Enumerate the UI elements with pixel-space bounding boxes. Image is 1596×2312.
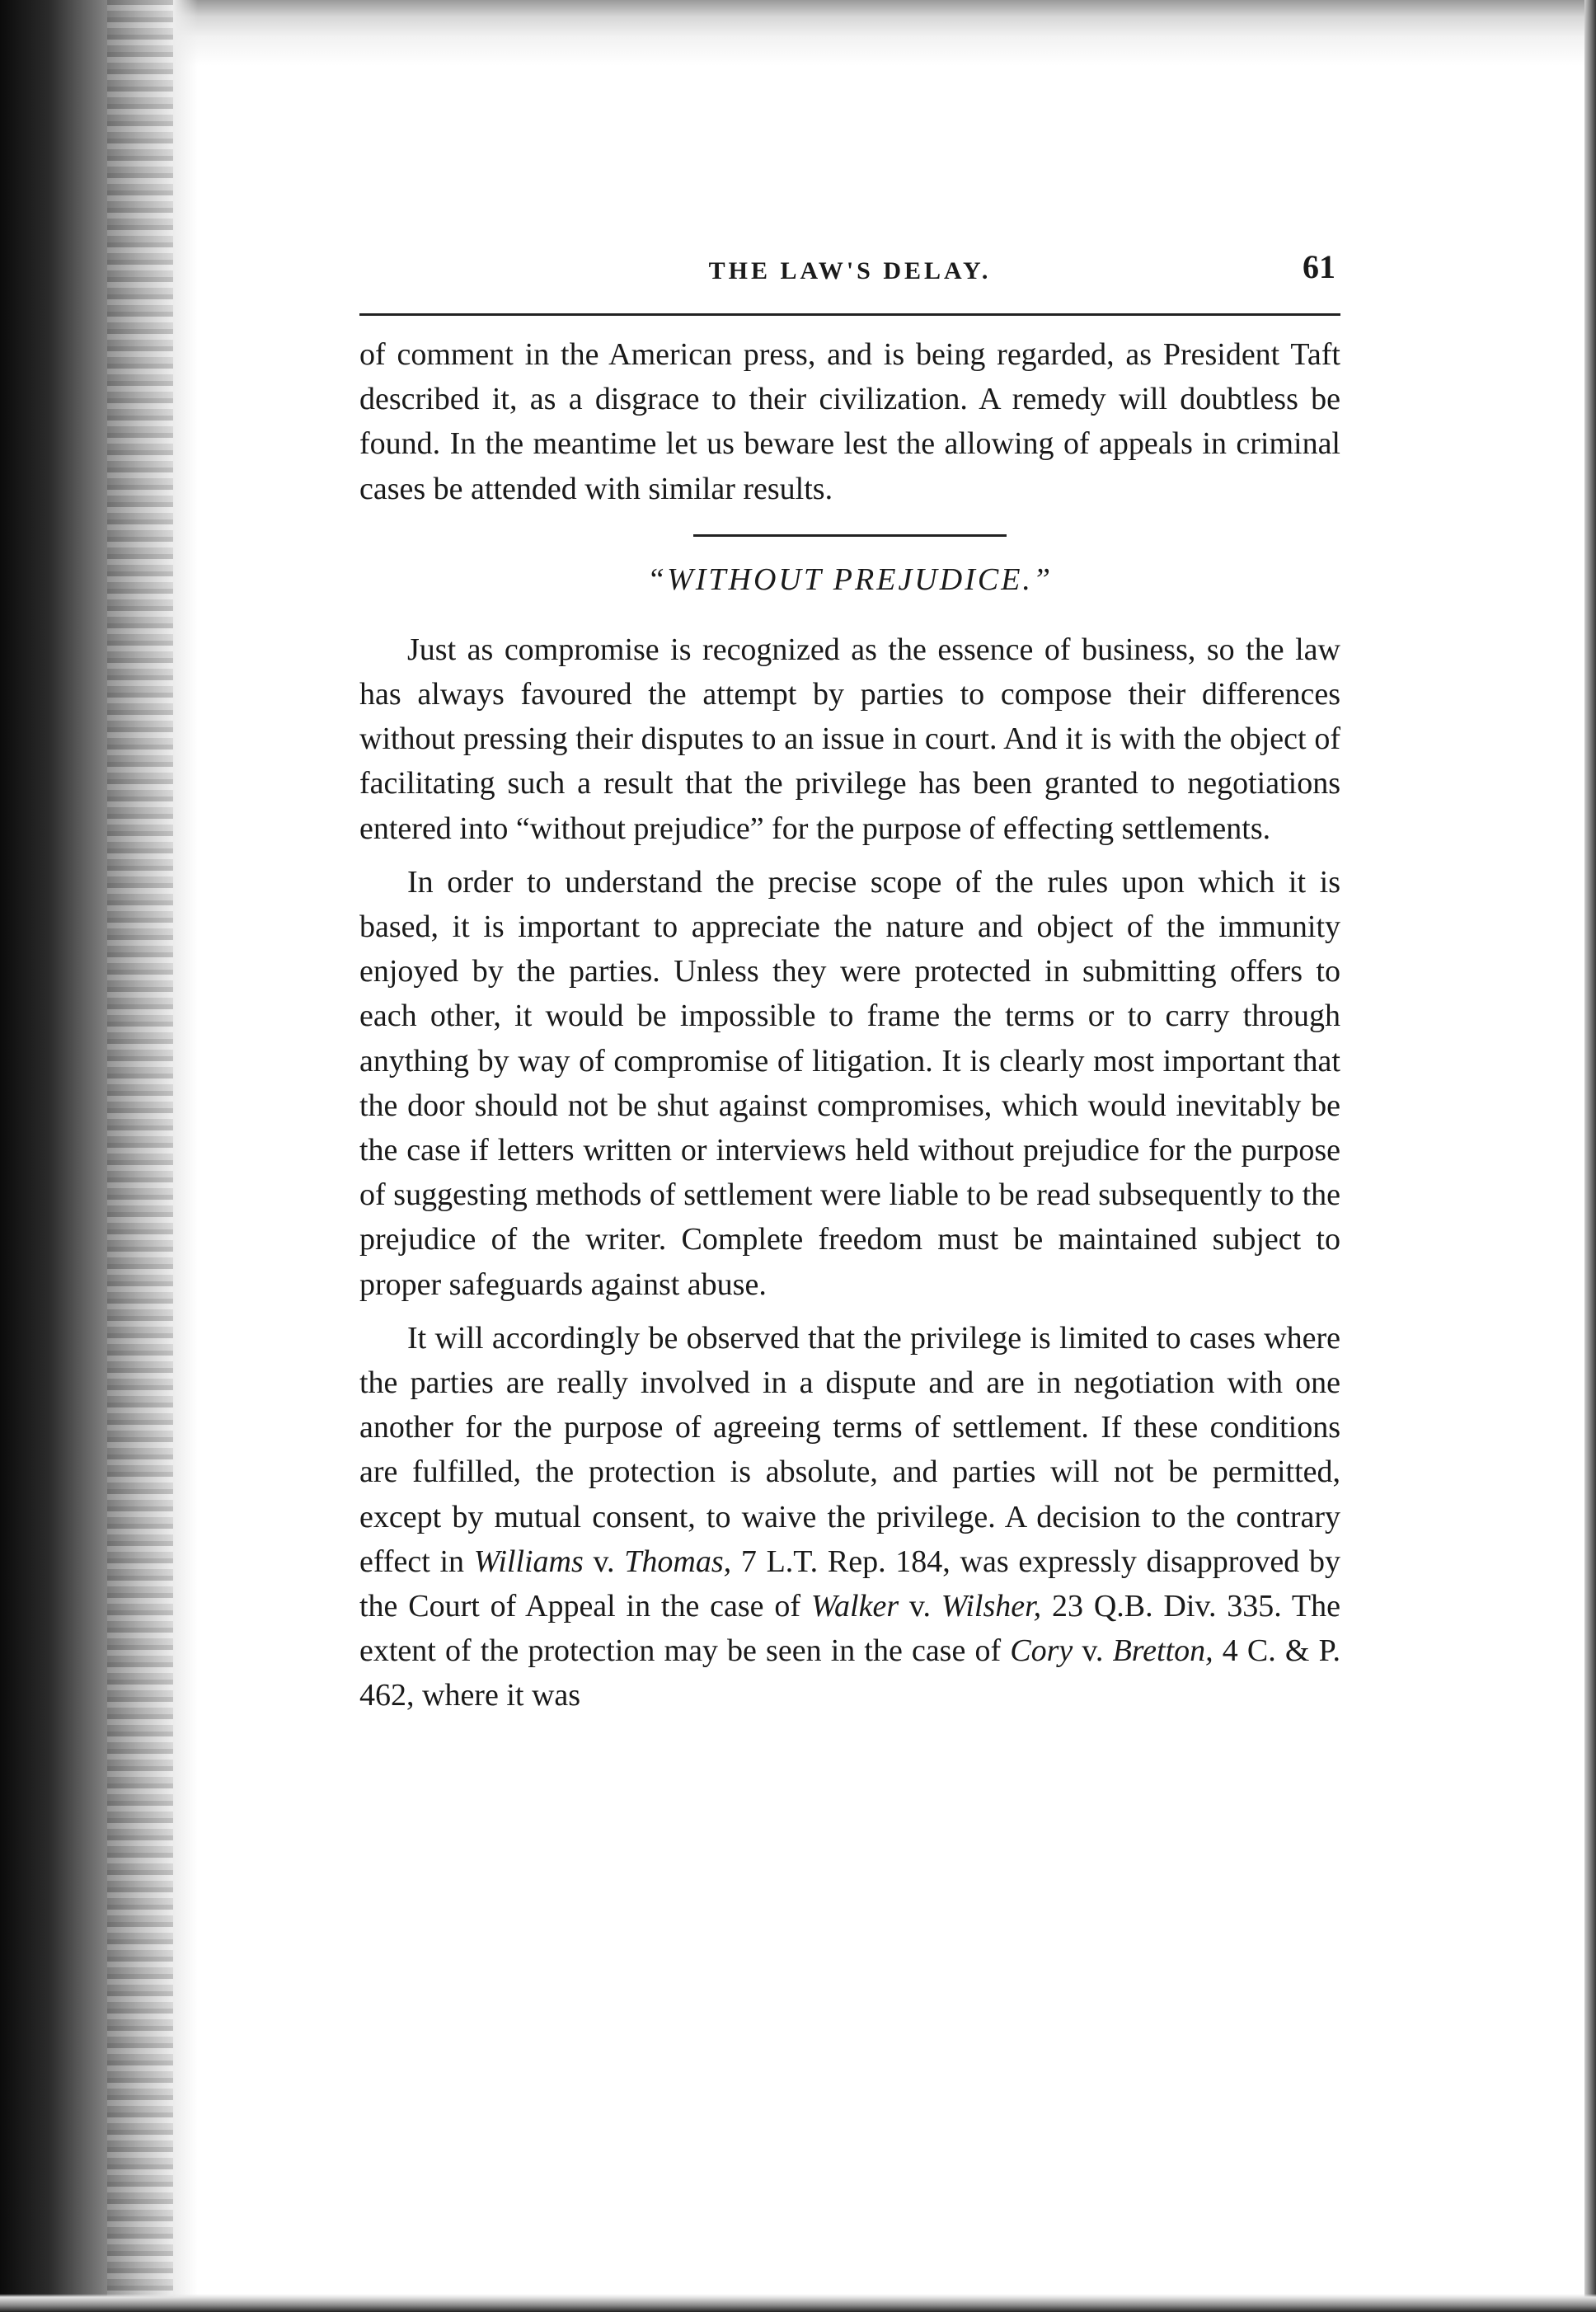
section-divider (693, 534, 1007, 537)
paragraph: Just as compromise is recognized as the essence of business, so the law has always favoured the attempt by parties to compose their differences without pressing their disputes to an issue in court. And it is with the object of facilitating such a result that the privilege has been granted to negotiations entered into “without prejudice” for the purpose of effecting settlements. (359, 632, 1340, 846)
text-run: 23 Q.B. Div. 335. The extent of the protection may be seen in the case of (359, 1589, 1340, 1669)
case-name: Cory (1010, 1633, 1073, 1669)
text-run: 7 L.T. Rep. 184, was expressly disapproved by the Court of Appeal in the case of (359, 1544, 1340, 1624)
page-number: 61 (1303, 248, 1335, 285)
scan-shadow-bottom (0, 2294, 1596, 2312)
scan-shadow-right (1584, 0, 1596, 2312)
scan-shadow-top (0, 0, 1596, 66)
case-name: Williams (473, 1544, 584, 1579)
text-run: v. (1073, 1633, 1113, 1669)
paragraph-continued: of comment in the American press, and is being regarded, as President Taft described it, as a disgrace to their civilization. A remedy will doubtless be found. In the meantime let us beware lest the allowing of appeals in criminal cases be attended with similar results. (359, 337, 1340, 506)
running-head (359, 247, 1340, 305)
case-name: Bretton, (1112, 1633, 1213, 1669)
case-name: Wilsher, (941, 1589, 1042, 1624)
paragraph (359, 1316, 1340, 1718)
running-title: THE LAW'S DELAY. (708, 257, 992, 284)
book-page (359, 247, 1340, 1718)
text-run: v. (583, 1544, 625, 1579)
section-title: “WITHOUT PREJUDICE.” (646, 562, 1054, 597)
text-run: v. (899, 1589, 941, 1624)
paragraph: In order to understand the precise scope of the rules upon which it is based, it is important to appreciate the nature and object of the immunity enjoyed by the parties. Unless they were protected in submitting offers to each other, it would be impossible to frame the terms or to carry through anything by way of compromise of litigation. It is clearly most important that the door should not be shut against compromises, which would inevitably be the case if letters written or interviews held without prejudice for the purpose of suggesting methods of settlement were liable to be read subsequently to the prejudice of the writer. Complete freedom must be maintained subject to proper safeguards against abuse. (359, 864, 1340, 1302)
scan-shadow-left (0, 0, 198, 2312)
case-name: Thomas, (624, 1544, 732, 1579)
text-run: It will accordingly be observed that the privilege is limited to cases where the parties are really involved in a dispute and are in negotiation with one another for the purpose of agreeing terms of settlement. If these conditions are fulfilled, the protection is absolute, and parties will not be permitted, except by mutual consent, to waive the privilege. A decision to the contrary effect in (359, 1320, 1340, 1579)
body-text (359, 332, 1340, 1718)
header-rule (359, 313, 1340, 316)
text-run: 4 C. & P. 462, where it was (359, 1633, 1340, 1713)
case-name: Walker (810, 1589, 899, 1624)
